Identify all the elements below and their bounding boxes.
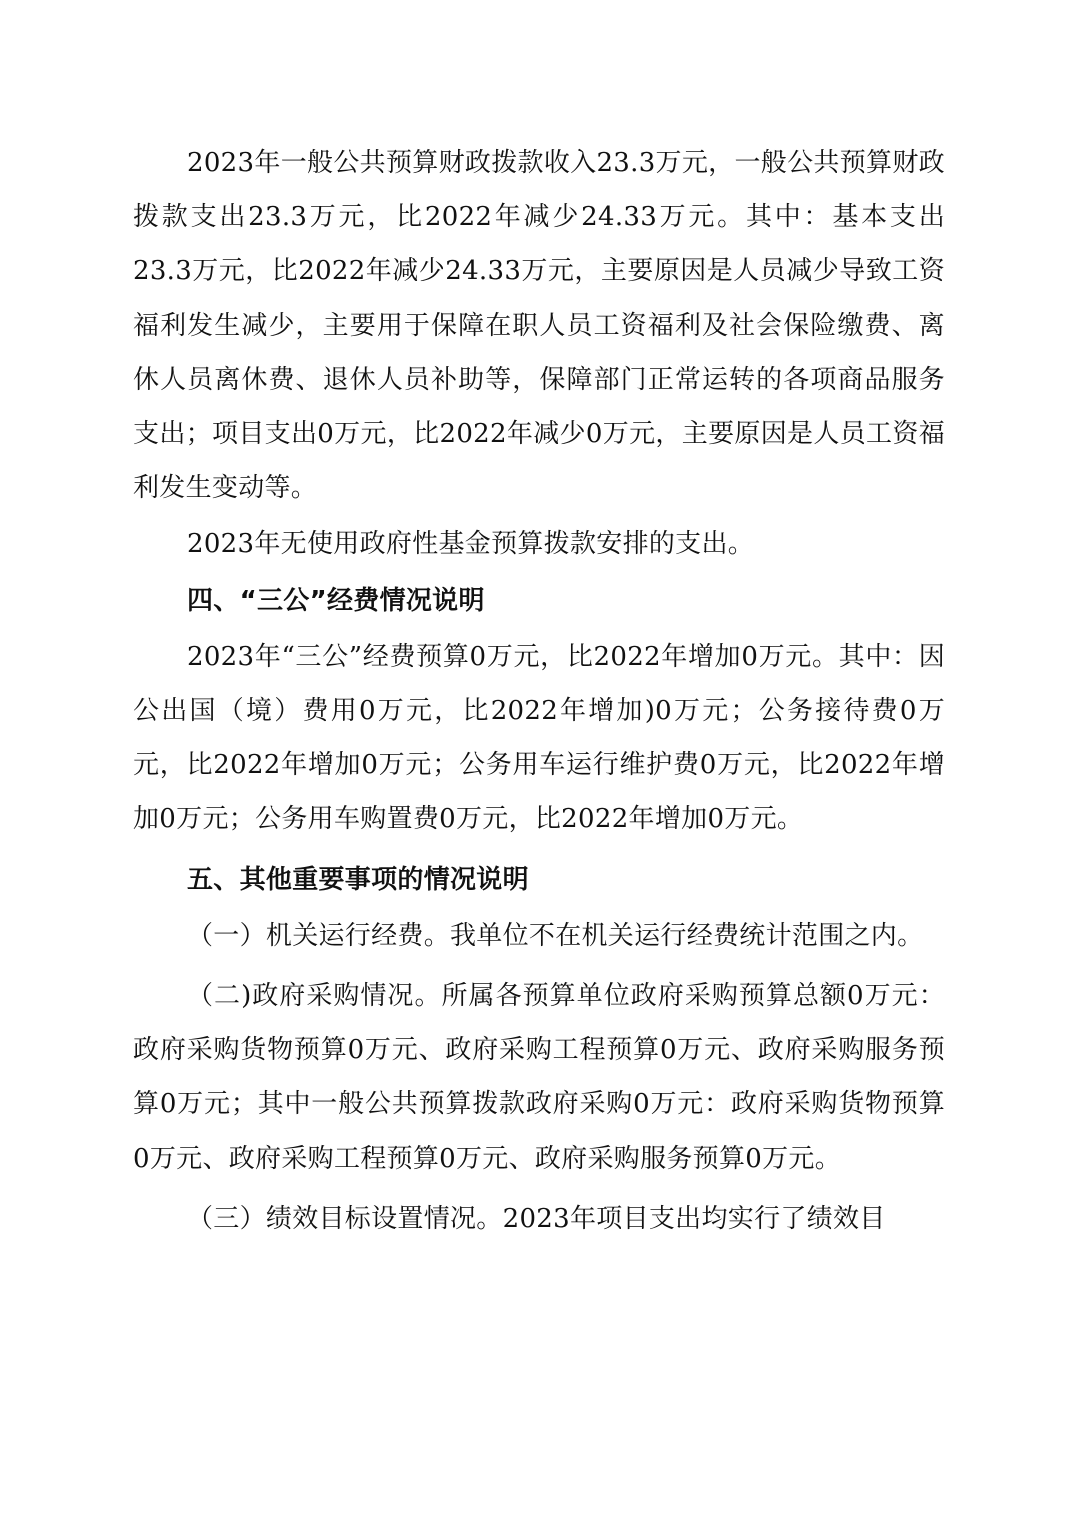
paragraph-operating-expenses: （一）机关运行经费。我单位不在机关运行经费统计范围之内。 <box>187 920 924 951</box>
section-heading-three-public-expenses: 四、“三公”经费情况说明 <box>187 585 485 616</box>
paragraph-government-fund: 2023年无使用政府性基金预算拨款安排的支出。 <box>187 529 755 560</box>
paragraph-performance-targets: （三）绩效目标设置情况。2023年项目支出均实行了绩效目 <box>187 1203 886 1234</box>
paragraph-three-public-expenses: 2023年“三公”经费预算0万元，比2022年增加0万元。其中：因公出国（境）费用0万元，比2022年增加)0万元；公务接待费0万元，比2022年增加0万元；公务用车运行维护费0万元，比2022年增加0万元；公务用车购置费0万元，比2022年增加0万元。 <box>133 641 945 835</box>
document-body <box>133 136 945 1246</box>
paragraph-general-budget: 2023年一般公共预算财政拨款收入23.3万元，一般公共预算财政拨款支出23.3万元，比2022年减少24.33万元。其中：基本支出23.3万元，比2022年减少24.33万元，主要原因是人员减少导致工资福利发生减少，主要用于保障在职人员工资福利及社会保险缴费、离休人员离休费、退休人员补助等，保障部门正常运转的各项商品服务支出；项目支出0万元，比2022年减少0万元，主要原因是人员工资福利发生变动等。 <box>133 148 945 504</box>
paragraph-government-procurement: （二)政府采购情况。所属各预算单位政府采购预算总额0万元：政府采购货物预算0万元、政府采购工程预算0万元、政府采购服务预算0万元；其中一般公共预算拨款政府采购0万元：政府采购货物预算0万元、政府采购工程预算0万元、政府采购服务预算0万元。 <box>133 981 945 1174</box>
section-heading-other-matters: 五、其他重要事项的情况说明 <box>187 864 529 895</box>
